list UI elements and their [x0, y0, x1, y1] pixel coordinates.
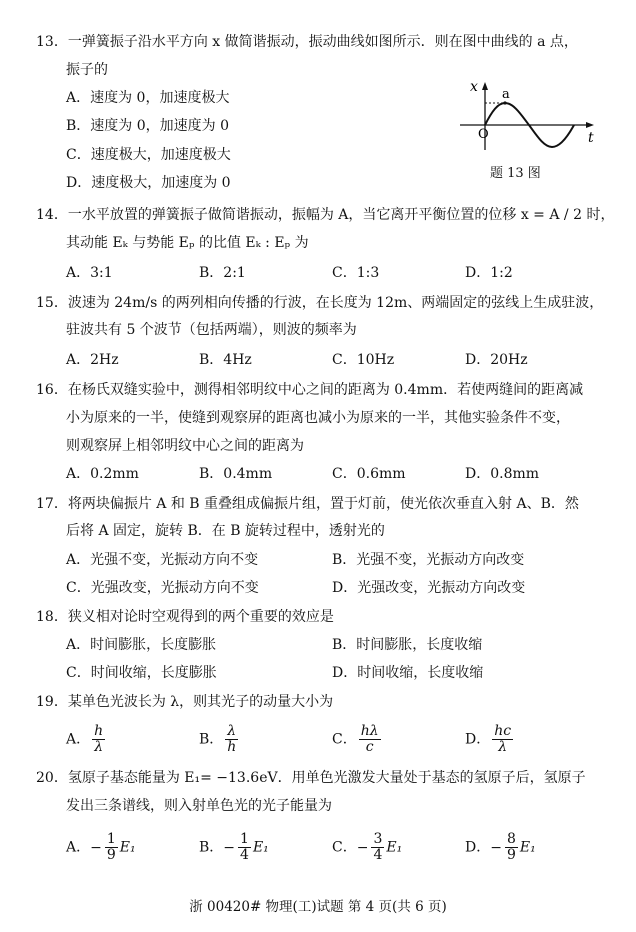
q13-option-b: B．速度为 0，加速度为 0	[66, 118, 230, 134]
q18-option-d: D．时间收缩，长度收缩	[332, 665, 484, 681]
q16-stem-text-1: 在杨氏双缝实验中，测得相邻明纹中心之间的距离为 0.4mm．若使两缝间的距离减	[67, 382, 584, 398]
q19-option-c-label: C．	[332, 731, 357, 748]
q17-stem-text-1: 将两块偏振片 A 和 B 重叠组成偏振片组，置于灯前，使光依次垂直入射 A、B．然	[67, 496, 579, 512]
q16-stem-line-3: 则观察屏上相邻明纹中心之间的距离为	[66, 438, 304, 454]
q17-option-c: C．光强改变，光振动方向不变	[66, 580, 259, 596]
q16-option-d: D．0.8mm	[465, 466, 540, 482]
q17-option-b: B．光强不变，光振动方向改变	[332, 552, 525, 568]
q17-option-a: A．光强不变，光振动方向不变	[66, 552, 259, 568]
q20-option-d-fraction: $\frac{8}{9}$	[506, 831, 516, 863]
q20-option-c: C．− $\frac{3}{4}$ E₁	[332, 831, 403, 863]
q14-option-b: B．2:1	[199, 265, 246, 281]
q18-number: 18．	[36, 609, 68, 625]
q20-stem-line-1	[36, 768, 586, 788]
q17-stem-line-2: 后将 A 固定，旋转 B．在 B 旋转过程中，透射光的	[66, 523, 385, 539]
q15-stem-text-1: 波速为 24m/s 的两列相向传播的行波，在长度为 12m、两端固定的弦线上生成驻波，	[67, 295, 604, 311]
q18-option-c: C．时间收缩，长度膨胀	[66, 665, 217, 681]
q15-option-a: A．2Hz	[66, 352, 119, 368]
q17-stem-line-1	[36, 494, 579, 514]
q15-option-d: D．20Hz	[465, 352, 528, 368]
q14-stem-line-1	[36, 205, 614, 225]
q19-option-b-fraction: $\frac{\lambda}{h}$	[227, 723, 237, 755]
q16-stem-line-2: 小为原来的一半，使缝到观察屏的距离也减小为原来的一半，其他实验条件不变，	[66, 410, 570, 426]
q14-option-a: A．3:1	[66, 265, 113, 281]
q13-option-c: C．速度极大，加速度极大	[66, 147, 231, 163]
q18-option-b: B．时间膨胀，长度收缩	[332, 637, 483, 653]
q19-option-d-fraction: $\frac{hc}{\lambda}$	[494, 723, 512, 755]
q20-option-c-fraction: $\frac{3}{4}$	[373, 831, 383, 863]
q20-option-b: B．− $\frac{1}{4}$ E₁	[199, 831, 269, 863]
q13-option-d: D．速度极大，加速度为 0	[66, 175, 231, 191]
q20-stem-text-1: 氢原子基态能量为 E₁= −13.6eV．用单色光激发大量处于基态的氢原子后，氢原子	[67, 770, 586, 786]
q13-figure-axis-y: x	[470, 79, 478, 95]
q13-figure-axis-x: t	[588, 130, 594, 146]
q18-option-a: A．时间膨胀，长度膨胀	[66, 637, 217, 653]
q14-stem-text-1: 一水平放置的弹簧振子做简谐振动，振幅为 A，当它离开平衡位置的位移 x = A / 2 时，	[67, 207, 615, 223]
q13-option-a: A．速度为 0，加速度极大	[66, 90, 230, 106]
q16-option-a: A．0.2mm	[66, 466, 139, 482]
q15-option-b: B．4Hz	[199, 352, 252, 368]
q20-option-d: D．− $\frac{8}{9}$ E₁	[465, 831, 536, 863]
q19-option-a-fraction: $\frac{h}{\lambda}$	[94, 723, 104, 755]
q13-figure-caption: 题 13 图	[490, 166, 541, 181]
q14-option-c: C．1:3	[332, 265, 380, 281]
q16-number: 16．	[36, 382, 68, 398]
q13-number: 13．	[36, 34, 68, 50]
q19-option-a	[66, 724, 107, 755]
q15-number: 15．	[36, 295, 68, 311]
q16-option-c: C．0.6mm	[332, 466, 406, 482]
q14-number: 14．	[36, 207, 68, 223]
q19-option-b-label: B．	[199, 731, 224, 748]
q19-option-c	[332, 724, 383, 755]
q13-stem-line-1	[36, 32, 578, 52]
page-footer: 浙 00420# 物理(工)试题 第 4 页(共 6 页)	[189, 899, 447, 915]
q20-number: 20．	[36, 770, 68, 786]
q14-option-d: D．1:2	[465, 265, 513, 281]
q19-option-d-label: D．	[465, 731, 491, 748]
q17-number: 17．	[36, 496, 68, 512]
q19-number: 19．	[36, 694, 68, 710]
q15-option-c: C．10Hz	[332, 352, 395, 368]
q13-stem-line-2: 振子的	[66, 62, 108, 78]
q18-stem-line-1	[36, 607, 334, 627]
q16-option-b: B．0.4mm	[199, 466, 273, 482]
q13-figure-point: a	[502, 87, 510, 102]
q19-option-a-label: A．	[66, 731, 91, 748]
q20-option-a: A．− $\frac{1}{9}$ E₁	[66, 831, 136, 863]
q19-option-c-fraction: $\frac{h\lambda}{c}$	[360, 723, 379, 755]
q19-stem-text-1: 某单色光波长为 λ，则其光子的动量大小为	[67, 694, 334, 710]
q19-option-b	[199, 724, 240, 755]
q14-stem-line-2: 其动能 Eₖ 与势能 Eₚ 的比值 Eₖ : Eₚ 为	[66, 235, 309, 251]
q17-option-d: D．光强改变，光振动方向改变	[332, 580, 526, 596]
q18-stem-text-1: 狭义相对论时空观得到的两个重要的效应是	[67, 609, 334, 625]
q15-stem-line-2: 驻波共有 5 个波节（包括两端），则波的频率为	[66, 322, 357, 338]
q16-stem-line-1	[36, 380, 583, 400]
q20-option-b-fraction: $\frac{1}{4}$	[240, 831, 249, 863]
q20-stem-line-2: 发出三条谱线，则入射单色光的光子能量为	[66, 798, 332, 814]
q19-option-d	[465, 724, 515, 755]
q20-option-a-fraction: $\frac{1}{9}$	[106, 831, 116, 863]
q13-figure-origin: O	[478, 127, 489, 142]
q13-stem-text-1: 一弹簧振子沿水平方向 x 做简谐振动，振动曲线如图所示．则在图中曲线的 a 点，	[67, 34, 578, 50]
q19-stem-line-1	[36, 692, 333, 712]
q15-stem-line-1	[36, 293, 603, 313]
